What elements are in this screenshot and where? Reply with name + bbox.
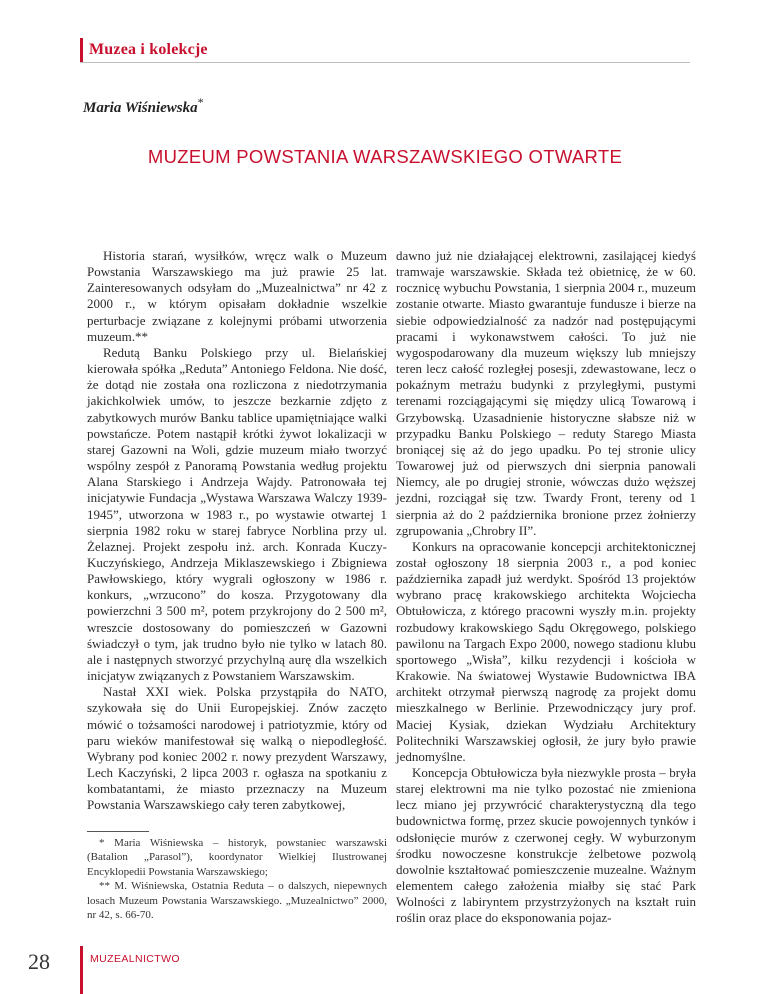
footnote: ** M. Wiśniewska, Ostatnia Reduta – o dalszych, niepewnych losach Muzeum Powstania Warszawskiego. „Muzealnictwo” 2000, nr 42, s. 66-70. bbox=[87, 880, 387, 922]
paragraph: Nastał XXI wiek. Polska przystąpiła do NATO, szykowała się do Unii Europejskiej. Znów zaczęto mówić o tożsamości narodowej i patriotyzmie, który od paru wieków manifestował się walką o niepodległość. Wybrany pod koniec 2002 r. nowy prezydent Warszawy, Lech Kaczyński, 2 lipca 2003 r. ogłasza na spotkaniu z kombatantami, że miasto przeznaczy na Muzeum Powstania Warszawskiego cały teren zabytkowej, bbox=[87, 684, 387, 813]
page-number: 28 bbox=[28, 949, 50, 974]
section-title: Muzea i kolekcje bbox=[89, 41, 208, 58]
author-footnote-mark: * bbox=[197, 95, 204, 109]
footnotes bbox=[87, 836, 387, 922]
author-name: Maria Wiśniewska bbox=[83, 100, 198, 116]
paragraph: Konkurs na opracowanie koncepcji architektonicznej został ogłoszony 18 sierpnia 2003 r., a pod koniec października zapadł już werdykt. Spośród 13 projektów wybrano pracę krakowskiego architekta Wojciecha Obtułowicza, z którego pracowni wyszły m.in. projekty rozbudowy krakowskiego Sądu Okręgowego, polskiego pawilonu na Targach Expo 2000, nowego stadionu klubu sportowego „Wisła”, kilku rezydencji i kościoła w Krakowie. Na światowej Wystawie Budownictwa IBA architekt otrzymał pierwszą nagrodę za projekt domu mieszkalnego w Berlinie. Przewodniczący jury prof. Maciej Kysiak, dziekan Wydziału Architektury Politechniki Warszawskiej ogłosił, że jury było prawie jednomyślne. bbox=[396, 538, 696, 764]
section-divider bbox=[80, 62, 690, 63]
paragraph: Koncepcja Obtułowicza była niezwykle prosta – bryła starej elektrowni ma nie tylko pozostać nie zmieniona lecz miano jej przywrócić charakterystyczną dla tego budownictwa formę, przez skucie powojennych tynków i odsłonięcie murów z czerwonej cegły. W wyburzonym środku nowoczesne konstrukcje żelbetowe pozwolą dowolnie kształtować pomieszczenie muzealne. Ważnym elementem całego założenia miałby się stać Park Wolności z labiryntem przystrzyżonych na kształt ruin roślin oraz place do eksponowania pojaz- bbox=[396, 765, 696, 926]
author-line bbox=[83, 95, 204, 117]
body-column-right bbox=[396, 248, 696, 927]
footer-accent-bar bbox=[80, 946, 83, 994]
footnote: * Maria Wiśniewska – historyk, powstaniec warszawski (Batalion „Parasol”), koordynator Wielkiej Ilustrowanej Encyklopedii Powstania Warszawskiego; bbox=[87, 837, 387, 878]
paragraph: Historia starań, wysiłków, wręcz walk o Muzeum Powstania Warszawskiego ma już prawie 25 lat. Zainteresowanych odsyłam do „Muzealnictwa” nr 42 z 2000 r., w którym opisałam dokładnie wszelkie perturbacje związane z kolejnymi próbami utworzenia muzeum.** bbox=[87, 248, 387, 344]
journal-name: MUZEALNICTWO bbox=[90, 953, 180, 965]
footnote-divider bbox=[87, 831, 149, 832]
section-accent-bar bbox=[80, 38, 83, 62]
body-column-left bbox=[87, 248, 387, 813]
paragraph: Redutą Banku Polskiego przy ul. Bielańskiej kierowała spółka „Reduta” Antoniego Feldona. Nie dość, że dotąd nie została ona rozliczona z niedotrzymania jakichkolwiek umów, to jeszcze bezkarnie zdjęto z zabytkowych murów Banku tablice upamiętniające walki powstańcze. Potem nastąpił krótki żywot lokalizacji w starej Gazowni na Woli, gdzie muzeum miało tworzyć wspólny zespół z Panoramą Powstania według projektu Alana Starskiego i Andrzeja Wajdy. Patronowała tej inicjatywie Fundacja „Wystawa Warszawa Walczy 1939-1945”, utworzona w 1983 r., po wystawie otwartej 1 sierpnia 1982 roku w starej fabryce Norblina przy ul. Żelaznej. Projekt zespołu inż. arch. Konrada Kuczy-Kuczyńskiego, Andrzeja Miklaszewskiego i Zbigniewa Pawłowskiego, który wygrali ogłoszony w 1986 r. konkurs, „wrzucono” do kosza. Przygotowany dla powierzchni 3 500 m², potem przykrojony do 2 500 m², wreszcie dostosowany do pomieszczeń w Gazowni świadczył o tym, jak trudno było nie tylko w latach 80. ale i następnych stworzyć przychylną aurę dla wszelkich inicjatyw związanych z Powstaniem Warszawskim. bbox=[87, 344, 387, 684]
paragraph: dawno już nie działającej elektrowni, zasilającej kiedyś tramwaje warszawskie. Składa też obietnicę, że w 60. rocznicę wybuchu Powstania, 1 sierpnia 2004 r., muzeum zostanie otwarte. Miasto gwarantuje fundusze i bierze na siebie odpowiedzialność za nadzór nad postępującymi pracami i wykonawstwem całości. To już nie wygospodarowany dla muzeum większy lub mniejszy teren lecz całość rozległej posesji, zdewastowane, lecz o pokaźnym metrażu budynki z przyległymi, pustymi terenami rozciągającymi się między ulicą Towarową i Grzybowską. Uzasadnienie historyczne słabsze niż w przypadku Banku Polskiego – reduty Starego Miasta broniącej się aż do jego upadku. Po tej stronie ulicy Towarowej już od pierwszych dni sierpnia panowali Niemcy, ale po drugiej stronie, wówczas dużo węższej jezdni, rozciągał się tzw. Twardy Front, tereny od 1 sierpnia aż do 2 października bronione przez żołnierzy zgrupowania „Chrobry II”. bbox=[396, 248, 696, 538]
article-title: MUZEUM POWSTANIA WARSZAWSKIEGO OTWARTE bbox=[147, 146, 623, 167]
